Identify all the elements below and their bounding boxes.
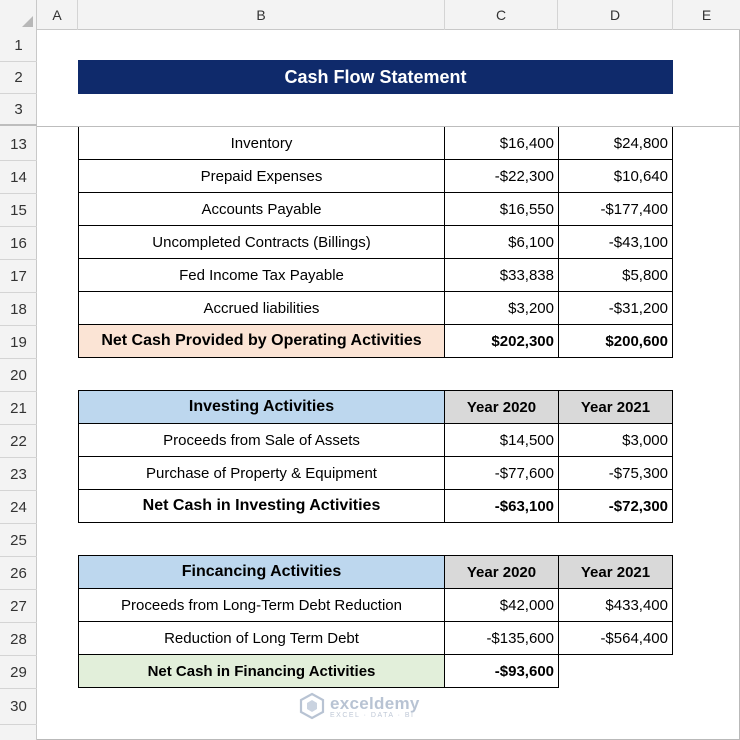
row-header[interactable]: 16: [0, 227, 37, 260]
financing-item-2020[interactable]: $42,000: [444, 588, 559, 622]
investing-item-label[interactable]: Proceeds from Sale of Assets: [78, 423, 445, 457]
operating-item-2020[interactable]: $6,100: [444, 225, 559, 259]
operating-item-2021[interactable]: -$31,200: [558, 291, 673, 325]
operating-item-2020[interactable]: $3,200: [444, 291, 559, 325]
operating-item-2021[interactable]: $24,800: [558, 127, 673, 160]
investing-total-2021[interactable]: -$72,300: [558, 489, 673, 523]
exceldemy-watermark: [298, 692, 420, 720]
row-header[interactable]: 28: [0, 623, 37, 656]
operating-item-2021[interactable]: $10,640: [558, 159, 673, 193]
row-header[interactable]: 22: [0, 425, 37, 458]
column-header-bar: [0, 0, 740, 30]
investing-header-2021[interactable]: Year 2021: [558, 390, 673, 424]
sheet-title-cell[interactable]: Cash Flow Statement: [78, 60, 673, 94]
operating-item-label[interactable]: Inventory: [78, 127, 445, 160]
operating-item-2020[interactable]: -$22,300: [444, 159, 559, 193]
row-header[interactable]: 20: [0, 359, 37, 392]
operating-item-2020[interactable]: $16,400: [444, 127, 559, 160]
row-header[interactable]: 21: [0, 392, 37, 425]
row-header[interactable]: 24: [0, 491, 37, 524]
investing-header-2020[interactable]: Year 2020: [444, 390, 559, 424]
investing-total-label[interactable]: Net Cash in Investing Activities: [78, 489, 445, 523]
investing-header-label[interactable]: Investing Activities: [78, 390, 445, 424]
financing-item-label[interactable]: Proceeds from Long-Term Debt Reduction: [78, 588, 445, 622]
investing-item-2021[interactable]: $3,000: [558, 423, 673, 457]
row-header[interactable]: 23: [0, 458, 37, 491]
operating-total-2020[interactable]: $202,300: [444, 324, 559, 358]
row-header-column: [0, 30, 37, 740]
column-header-d[interactable]: D: [558, 0, 673, 30]
select-all-icon: [22, 16, 33, 27]
operating-item-label[interactable]: Accrued liabilities: [78, 291, 445, 325]
investing-item-2021[interactable]: -$75,300: [558, 456, 673, 490]
operating-total-label[interactable]: Net Cash Provided by Operating Activities: [78, 324, 445, 358]
investing-item-2020[interactable]: $14,500: [444, 423, 559, 457]
operating-total-2021[interactable]: $200,600: [558, 324, 673, 358]
operating-item-2021[interactable]: -$43,100: [558, 225, 673, 259]
row-header[interactable]: 27: [0, 590, 37, 623]
operating-item-2021[interactable]: -$177,400: [558, 192, 673, 226]
row-header[interactable]: 15: [0, 194, 37, 227]
row-header[interactable]: 30: [0, 689, 37, 725]
row-header[interactable]: 2: [0, 62, 37, 94]
row-header[interactable]: 14: [0, 161, 37, 194]
row-header[interactable]: 26: [0, 557, 37, 590]
financing-item-2021[interactable]: -$564,400: [558, 621, 673, 655]
financing-header-2021[interactable]: Year 2021: [558, 555, 673, 589]
financing-header-2020[interactable]: Year 2020: [444, 555, 559, 589]
financing-header-label[interactable]: Fincancing Activities: [78, 555, 445, 589]
row-header[interactable]: 25: [0, 524, 37, 557]
column-header-a[interactable]: A: [37, 0, 78, 30]
operating-item-label[interactable]: Accounts Payable: [78, 192, 445, 226]
investing-item-2020[interactable]: -$77,600: [444, 456, 559, 490]
select-all-button[interactable]: [0, 0, 37, 30]
row-header[interactable]: 17: [0, 260, 37, 293]
row-header[interactable]: 13: [0, 128, 37, 161]
financing-item-2021[interactable]: $433,400: [558, 588, 673, 622]
financing-item-2020[interactable]: -$135,600: [444, 621, 559, 655]
column-header-e[interactable]: E: [701, 7, 712, 23]
financing-item-label[interactable]: Reduction of Long Term Debt: [78, 621, 445, 655]
row-header[interactable]: 19: [0, 326, 37, 359]
investing-item-label[interactable]: Purchase of Property & Equipment: [78, 456, 445, 490]
row-header[interactable]: 18: [0, 293, 37, 326]
row-header[interactable]: 1: [0, 30, 37, 62]
watermark-tagline: EXCEL · DATA · BI: [330, 711, 415, 719]
financing-total-2020[interactable]: -$93,600: [444, 654, 559, 688]
watermark-name: exceldemy: [330, 693, 420, 713]
operating-item-label[interactable]: Uncompleted Contracts (Billings): [78, 225, 445, 259]
column-header-c[interactable]: C: [445, 0, 558, 30]
financing-total-label[interactable]: Net Cash in Financing Activities: [78, 654, 445, 688]
operating-item-2020[interactable]: $16,550: [444, 192, 559, 226]
exceldemy-logo-icon: [298, 692, 326, 720]
column-header-b[interactable]: B: [78, 0, 445, 30]
row-header[interactable]: 29: [0, 656, 37, 689]
operating-item-2020[interactable]: $33,838: [444, 258, 559, 292]
operating-item-2021[interactable]: $5,800: [558, 258, 673, 292]
investing-total-2020[interactable]: -$63,100: [444, 489, 559, 523]
row-header[interactable]: 3: [0, 94, 37, 126]
operating-item-label[interactable]: Prepaid Expenses: [78, 159, 445, 193]
operating-item-label[interactable]: Fed Income Tax Payable: [78, 258, 445, 292]
